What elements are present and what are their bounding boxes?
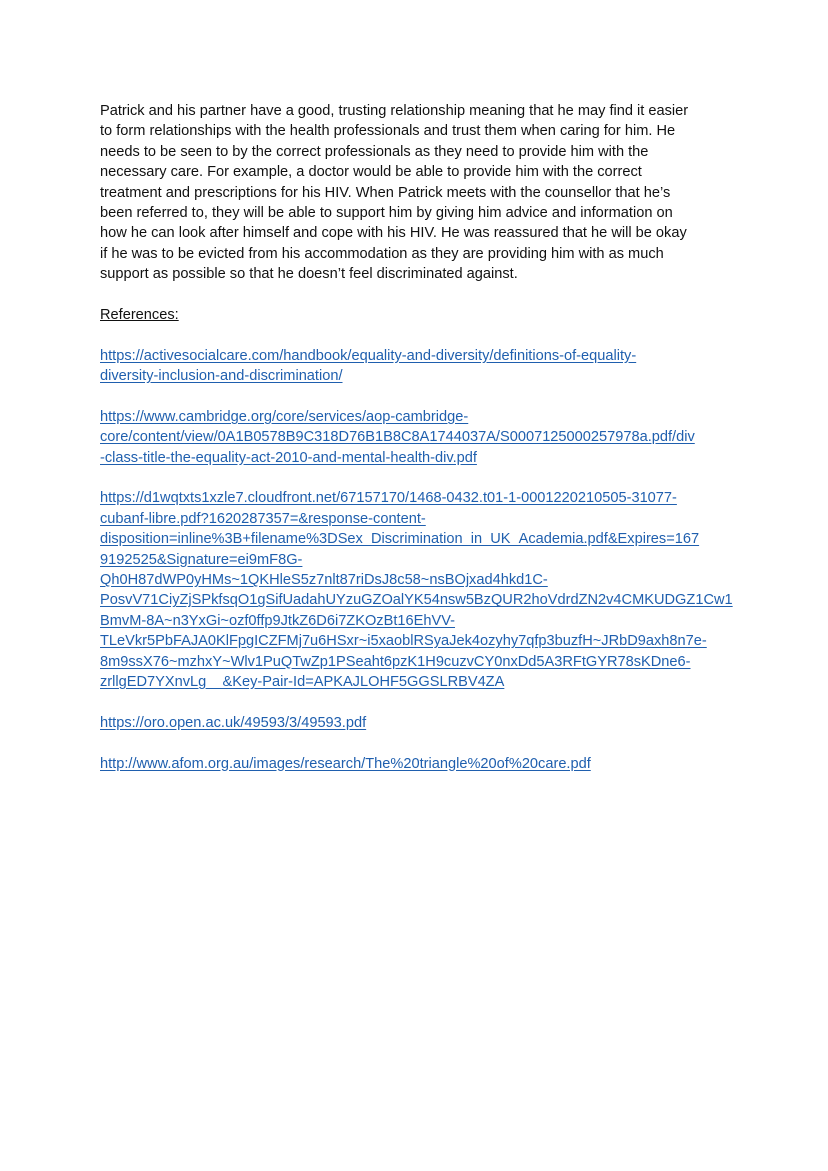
paragraph-line: support as possible so that he doesn’t feel discriminated against. bbox=[100, 266, 518, 283]
paragraph-line: necessary care. For example, a doctor would be able to provide him with the correct bbox=[100, 164, 642, 181]
reference-link-line[interactable]: PosvV71CiyZjSPkfsqO1gSifUadahUYzuGZOalYK54nsw5BzQUR2hoVdrdZN2v4CMKUDGZ1Cw1 bbox=[100, 592, 733, 609]
reference-link-line[interactable]: cubanf-libre.pdf?1620287357=&response-content- bbox=[100, 510, 426, 527]
reference-link-activesocialcare[interactable] bbox=[100, 346, 740, 387]
reference-link-line[interactable]: zrllgED7YXnvLg__&Key-Pair-Id=APKAJLOHF5GGSLRBV4ZA bbox=[100, 673, 505, 690]
paragraph-line: treatment and prescriptions for his HIV. When Patrick meets with the counsellor that he’s bbox=[100, 184, 671, 201]
reference-link-line[interactable]: 8m9ssX76~mzhxY~Wlv1PuQTwZp1PSeaht6pzK1H9cuzvCY0nxDd5A3RFtGYR78sKDne6- bbox=[100, 653, 691, 670]
paragraph-line: Patrick and his partner have a good, trusting relationship meaning that he may find it easier bbox=[100, 103, 689, 119]
reference-link-line[interactable]: disposition=inline%3B+filename%3DSex_Discrimination_in_UK_Academia.pdf&Expires=167 bbox=[100, 531, 700, 548]
body-paragraph bbox=[100, 101, 740, 285]
reference-link-cloudfront[interactable] bbox=[100, 488, 740, 692]
paragraph-line: to form relationships with the health professionals and trust them when caring for him. He bbox=[100, 123, 676, 140]
reference-link-line[interactable]: https://activesocialcare.com/handbook/equality-and-diversity/definitions-of-equality- bbox=[100, 347, 637, 364]
reference-link-line[interactable]: diversity-inclusion-and-discrimination/ bbox=[100, 368, 343, 385]
reference-link-line[interactable]: 9192525&Signature=ei9mF8G- bbox=[100, 551, 303, 568]
paragraph-line: needs to be seen to by the correct professionals as they need to provide him with the bbox=[100, 143, 649, 160]
reference-link-line[interactable]: Qh0H87dWP0yHMs~1QKHleS5z7nlt87riDsJ8c58~nsBOjxad4hkd1C- bbox=[100, 571, 548, 588]
paragraph-line: been referred to, they will be able to support him by giving him advice and information on bbox=[100, 204, 673, 221]
reference-link-line[interactable]: http://www.afom.org.au/images/research/The%20triangle%20of%20care.pdf bbox=[100, 755, 591, 772]
reference-link-cambridge[interactable] bbox=[100, 407, 740, 468]
references-heading: References: bbox=[100, 306, 179, 323]
reference-link-line[interactable]: https://oro.open.ac.uk/49593/3/49593.pdf bbox=[100, 714, 367, 731]
reference-link-line[interactable]: -class-title-the-equality-act-2010-and-mental-health-div.pdf bbox=[100, 449, 477, 466]
reference-link-line[interactable]: TLeVkr5PbFAJA0KlFpgICZFMj7u6HSxr~i5xaoblRSyaJek4ozyhy7qfp3buzfH~JRbD9axh8n7e- bbox=[100, 633, 707, 650]
reference-link-line[interactable]: core/content/view/0A1B0578B9C318D76B1B8C8A1744037A/S0007125000257978a.pdf/div bbox=[100, 429, 695, 446]
document-page bbox=[100, 101, 740, 794]
reference-link-line[interactable]: https://www.cambridge.org/core/services/aop-cambridge- bbox=[100, 408, 469, 425]
reference-link-afom[interactable] bbox=[100, 754, 740, 774]
paragraph-line: how he can look after himself and cope with his HIV. He was reassured that he will be okay bbox=[100, 225, 687, 242]
reference-link-line[interactable]: BmvM-8A~n3YxGi~ozf0ffp9JtkZ6D6i7ZKOzBt16EhVV- bbox=[100, 612, 456, 629]
paragraph-line: if he was to be evicted from his accommodation as they are providing him with as much bbox=[100, 245, 664, 262]
reference-link-line[interactable]: https://d1wqtxts1xzle7.cloudfront.net/67157170/1468-0432.t01-1-0001220210505-31077- bbox=[100, 490, 677, 507]
reference-link-open-university[interactable] bbox=[100, 713, 740, 733]
